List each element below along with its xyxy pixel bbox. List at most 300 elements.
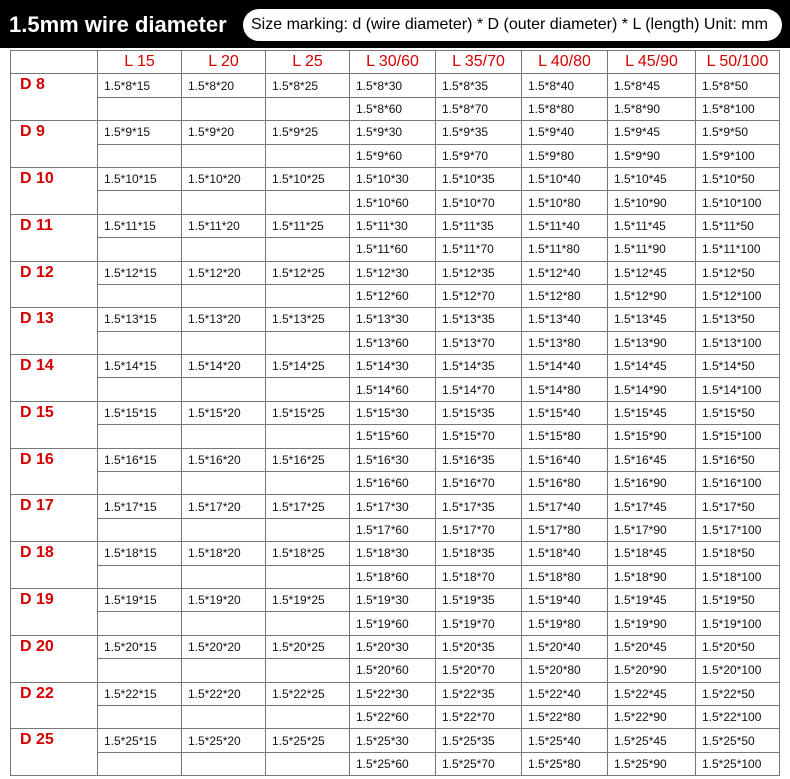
- size-cell: 1.5*25*60: [350, 752, 436, 775]
- size-cell: 1.5*25*50: [696, 729, 780, 752]
- size-cell: 1.5*8*30: [350, 74, 436, 97]
- size-cell: 1.5*9*50: [696, 121, 780, 144]
- size-cell: 1.5*10*20: [182, 167, 266, 190]
- size-cell: 1.5*14*80: [522, 378, 608, 401]
- table-row: [11, 378, 780, 401]
- table-row: [11, 238, 780, 261]
- size-cell: 1.5*12*30: [350, 261, 436, 284]
- empty-cell: [98, 425, 182, 448]
- size-cell: 1.5*11*40: [522, 214, 608, 237]
- size-cell: 1.5*20*60: [350, 659, 436, 682]
- size-cell: 1.5*25*25: [266, 729, 350, 752]
- size-cell: 1.5*16*50: [696, 448, 780, 471]
- size-cell: 1.5*20*70: [436, 659, 522, 682]
- table-row: [11, 261, 780, 284]
- size-cell: 1.5*9*45: [608, 121, 696, 144]
- empty-cell: [98, 659, 182, 682]
- table-row: [11, 425, 780, 448]
- size-cell: 1.5*17*60: [350, 518, 436, 541]
- size-cell: 1.5*25*15: [98, 729, 182, 752]
- size-cell: 1.5*22*90: [608, 705, 696, 728]
- size-cell: 1.5*11*50: [696, 214, 780, 237]
- size-cell: 1.5*12*45: [608, 261, 696, 284]
- size-cell: 1.5*8*15: [98, 74, 182, 97]
- size-cell: 1.5*19*15: [98, 588, 182, 611]
- empty-cell: [182, 659, 266, 682]
- outer-diameter-label: D 15: [11, 401, 98, 448]
- size-cell: 1.5*20*40: [522, 635, 608, 658]
- table-row: [11, 167, 780, 190]
- size-cell: 1.5*9*80: [522, 144, 608, 167]
- empty-cell: [98, 518, 182, 541]
- size-cell: 1.5*18*70: [436, 565, 522, 588]
- size-cell: 1.5*14*70: [436, 378, 522, 401]
- empty-cell: [98, 378, 182, 401]
- size-cell: 1.5*17*30: [350, 495, 436, 518]
- size-cell: 1.5*14*50: [696, 355, 780, 378]
- size-cell: 1.5*13*30: [350, 308, 436, 331]
- size-cell: 1.5*14*60: [350, 378, 436, 401]
- size-cell: 1.5*9*90: [608, 144, 696, 167]
- table-row: [11, 401, 780, 424]
- empty-cell: [266, 752, 350, 775]
- size-cell: 1.5*20*30: [350, 635, 436, 658]
- size-cell: 1.5*19*70: [436, 612, 522, 635]
- empty-cell: [266, 191, 350, 214]
- size-cell: 1.5*14*100: [696, 378, 780, 401]
- size-cell: 1.5*16*30: [350, 448, 436, 471]
- size-cell: 1.5*19*90: [608, 612, 696, 635]
- empty-cell: [182, 284, 266, 307]
- size-cell: 1.5*17*80: [522, 518, 608, 541]
- size-cell: 1.5*14*30: [350, 355, 436, 378]
- empty-cell: [266, 425, 350, 448]
- size-cell: 1.5*22*25: [266, 682, 350, 705]
- outer-diameter-label: D 11: [11, 214, 98, 261]
- size-cell: 1.5*13*20: [182, 308, 266, 331]
- size-cell: 1.5*19*35: [436, 588, 522, 611]
- table-row: [11, 752, 780, 775]
- empty-cell: [182, 705, 266, 728]
- size-cell: 1.5*12*25: [266, 261, 350, 284]
- size-cell: 1.5*10*35: [436, 167, 522, 190]
- size-cell: 1.5*12*20: [182, 261, 266, 284]
- empty-cell: [266, 331, 350, 354]
- size-cell: 1.5*18*30: [350, 542, 436, 565]
- empty-cell: [98, 331, 182, 354]
- size-cell: 1.5*15*100: [696, 425, 780, 448]
- size-cell: 1.5*19*25: [266, 588, 350, 611]
- size-cell: 1.5*18*20: [182, 542, 266, 565]
- size-cell: 1.5*25*20: [182, 729, 266, 752]
- page-title: 1.5mm wire diameter: [9, 12, 227, 37]
- table-row: [11, 355, 780, 378]
- empty-cell: [182, 565, 266, 588]
- table-row: [11, 74, 780, 97]
- empty-cell: [182, 425, 266, 448]
- size-cell: 1.5*17*45: [608, 495, 696, 518]
- table-row: [11, 97, 780, 120]
- size-cell: 1.5*25*45: [608, 729, 696, 752]
- size-cell: 1.5*14*40: [522, 355, 608, 378]
- size-cell: 1.5*22*100: [696, 705, 780, 728]
- size-cell: 1.5*19*30: [350, 588, 436, 611]
- size-cell: 1.5*12*60: [350, 284, 436, 307]
- size-marking-pill: [243, 9, 782, 41]
- size-cell: 1.5*17*50: [696, 495, 780, 518]
- size-cell: 1.5*12*35: [436, 261, 522, 284]
- size-cell: 1.5*22*60: [350, 705, 436, 728]
- outer-diameter-label: D 10: [11, 167, 98, 214]
- size-cell: 1.5*18*90: [608, 565, 696, 588]
- size-cell: 1.5*20*45: [608, 635, 696, 658]
- size-cell: 1.5*13*70: [436, 331, 522, 354]
- empty-cell: [98, 612, 182, 635]
- size-marking-note: Size marking: d (wire diameter) * D (outer diameter) * L (length) Unit: mm: [251, 16, 768, 33]
- empty-cell: [266, 238, 350, 261]
- size-cell: 1.5*15*25: [266, 401, 350, 424]
- size-cell: 1.5*15*90: [608, 425, 696, 448]
- table-row: [11, 612, 780, 635]
- size-cell: 1.5*13*40: [522, 308, 608, 331]
- size-cell: 1.5*17*100: [696, 518, 780, 541]
- size-cell: 1.5*17*70: [436, 518, 522, 541]
- column-header: L 45/90: [608, 51, 696, 74]
- column-header: L 40/80: [522, 51, 608, 74]
- empty-cell: [182, 612, 266, 635]
- size-cell: 1.5*19*40: [522, 588, 608, 611]
- table-row: [11, 144, 780, 167]
- empty-cell: [182, 97, 266, 120]
- size-cell: 1.5*22*20: [182, 682, 266, 705]
- table-row: [11, 495, 780, 518]
- size-cell: 1.5*22*35: [436, 682, 522, 705]
- size-cell: 1.5*15*40: [522, 401, 608, 424]
- size-cell: 1.5*22*45: [608, 682, 696, 705]
- empty-cell: [266, 472, 350, 495]
- size-cell: 1.5*8*25: [266, 74, 350, 97]
- table-row: [11, 588, 780, 611]
- size-cell: 1.5*16*20: [182, 448, 266, 471]
- size-cell: 1.5*16*90: [608, 472, 696, 495]
- table-row: [11, 448, 780, 471]
- size-cell: 1.5*12*100: [696, 284, 780, 307]
- size-cell: 1.5*16*100: [696, 472, 780, 495]
- size-cell: 1.5*11*100: [696, 238, 780, 261]
- size-cell: 1.5*10*90: [608, 191, 696, 214]
- size-cell: 1.5*25*80: [522, 752, 608, 775]
- size-cell: 1.5*11*90: [608, 238, 696, 261]
- outer-diameter-label: D 22: [11, 682, 98, 729]
- size-cell: 1.5*9*70: [436, 144, 522, 167]
- size-cell: 1.5*17*20: [182, 495, 266, 518]
- empty-cell: [182, 378, 266, 401]
- size-cell: 1.5*9*40: [522, 121, 608, 144]
- size-cell: 1.5*16*35: [436, 448, 522, 471]
- size-cell: 1.5*11*60: [350, 238, 436, 261]
- table-row: [11, 331, 780, 354]
- size-cell: 1.5*14*20: [182, 355, 266, 378]
- size-cell: 1.5*20*90: [608, 659, 696, 682]
- size-cell: 1.5*17*40: [522, 495, 608, 518]
- size-cell: 1.5*19*60: [350, 612, 436, 635]
- size-cell: 1.5*15*15: [98, 401, 182, 424]
- empty-cell: [98, 238, 182, 261]
- outer-diameter-label: D 12: [11, 261, 98, 308]
- size-cell: 1.5*9*30: [350, 121, 436, 144]
- table-row: [11, 635, 780, 658]
- size-cell: 1.5*15*70: [436, 425, 522, 448]
- size-cell: 1.5*13*15: [98, 308, 182, 331]
- outer-diameter-label: D 9: [11, 121, 98, 168]
- empty-cell: [182, 331, 266, 354]
- column-header: L 50/100: [696, 51, 780, 74]
- empty-cell: [266, 705, 350, 728]
- table-row: [11, 121, 780, 144]
- size-cell: 1.5*15*35: [436, 401, 522, 424]
- size-cell: 1.5*11*15: [98, 214, 182, 237]
- empty-cell: [98, 284, 182, 307]
- empty-cell: [182, 144, 266, 167]
- size-cell: 1.5*22*30: [350, 682, 436, 705]
- size-cell: 1.5*20*25: [266, 635, 350, 658]
- size-cell: 1.5*20*35: [436, 635, 522, 658]
- table-row: [11, 659, 780, 682]
- size-cell: 1.5*15*45: [608, 401, 696, 424]
- table-row: [11, 284, 780, 307]
- empty-cell: [266, 378, 350, 401]
- size-cell: 1.5*18*25: [266, 542, 350, 565]
- size-cell: 1.5*18*100: [696, 565, 780, 588]
- empty-cell: [266, 659, 350, 682]
- size-cell: 1.5*16*15: [98, 448, 182, 471]
- size-cell: 1.5*19*50: [696, 588, 780, 611]
- size-cell: 1.5*22*80: [522, 705, 608, 728]
- table-row: [11, 565, 780, 588]
- size-cell: 1.5*20*100: [696, 659, 780, 682]
- size-cell: 1.5*13*25: [266, 308, 350, 331]
- size-cell: 1.5*17*15: [98, 495, 182, 518]
- outer-diameter-label: D 16: [11, 448, 98, 495]
- outer-diameter-label: D 25: [11, 729, 98, 776]
- empty-cell: [266, 518, 350, 541]
- size-cell: 1.5*16*25: [266, 448, 350, 471]
- size-cell: 1.5*8*70: [436, 97, 522, 120]
- size-cell: 1.5*18*35: [436, 542, 522, 565]
- size-cell: 1.5*20*80: [522, 659, 608, 682]
- size-cell: 1.5*10*80: [522, 191, 608, 214]
- size-cell: 1.5*10*15: [98, 167, 182, 190]
- size-cell: 1.5*12*90: [608, 284, 696, 307]
- empty-cell: [182, 191, 266, 214]
- size-cell: 1.5*14*25: [266, 355, 350, 378]
- size-cell: 1.5*11*20: [182, 214, 266, 237]
- empty-cell: [182, 752, 266, 775]
- empty-cell: [98, 472, 182, 495]
- size-cell: 1.5*22*50: [696, 682, 780, 705]
- size-cell: 1.5*10*60: [350, 191, 436, 214]
- size-cell: 1.5*11*35: [436, 214, 522, 237]
- size-cell: 1.5*15*60: [350, 425, 436, 448]
- size-cell: 1.5*18*45: [608, 542, 696, 565]
- size-cell: 1.5*20*20: [182, 635, 266, 658]
- size-cell: 1.5*16*45: [608, 448, 696, 471]
- header-row: [11, 51, 780, 74]
- size-cell: 1.5*18*80: [522, 565, 608, 588]
- column-header: L 30/60: [350, 51, 436, 74]
- size-cell: 1.5*11*70: [436, 238, 522, 261]
- size-cell: 1.5*11*30: [350, 214, 436, 237]
- size-cell: 1.5*8*45: [608, 74, 696, 97]
- size-cell: 1.5*9*35: [436, 121, 522, 144]
- size-cell: 1.5*8*50: [696, 74, 780, 97]
- size-cell: 1.5*15*50: [696, 401, 780, 424]
- size-cell: 1.5*13*100: [696, 331, 780, 354]
- size-cell: 1.5*13*45: [608, 308, 696, 331]
- size-cell: 1.5*8*80: [522, 97, 608, 120]
- table-row: [11, 308, 780, 331]
- size-cell: 1.5*10*45: [608, 167, 696, 190]
- table-row: [11, 542, 780, 565]
- size-cell: 1.5*13*90: [608, 331, 696, 354]
- size-cell: 1.5*10*25: [266, 167, 350, 190]
- size-cell: 1.5*8*60: [350, 97, 436, 120]
- size-cell: 1.5*14*35: [436, 355, 522, 378]
- size-cell: 1.5*17*90: [608, 518, 696, 541]
- size-cell: 1.5*17*25: [266, 495, 350, 518]
- table-row: [11, 682, 780, 705]
- size-cell: 1.5*20*50: [696, 635, 780, 658]
- header-bar: [0, 0, 790, 48]
- outer-diameter-label: D 17: [11, 495, 98, 542]
- size-cell: 1.5*15*80: [522, 425, 608, 448]
- size-cell: 1.5*16*60: [350, 472, 436, 495]
- corner-cell: [11, 51, 98, 74]
- size-cell: 1.5*10*50: [696, 167, 780, 190]
- size-cell: 1.5*22*70: [436, 705, 522, 728]
- size-cell: 1.5*8*35: [436, 74, 522, 97]
- size-cell: 1.5*16*70: [436, 472, 522, 495]
- size-cell: 1.5*15*20: [182, 401, 266, 424]
- size-cell: 1.5*25*100: [696, 752, 780, 775]
- empty-cell: [266, 144, 350, 167]
- size-cell: 1.5*9*20: [182, 121, 266, 144]
- size-cell: 1.5*25*35: [436, 729, 522, 752]
- size-cell: 1.5*22*40: [522, 682, 608, 705]
- size-cell: 1.5*25*70: [436, 752, 522, 775]
- size-cell: 1.5*25*40: [522, 729, 608, 752]
- empty-cell: [182, 238, 266, 261]
- column-header: L 15: [98, 51, 182, 74]
- size-cell: 1.5*11*25: [266, 214, 350, 237]
- empty-cell: [182, 472, 266, 495]
- size-cell: 1.5*18*50: [696, 542, 780, 565]
- size-cell: 1.5*19*80: [522, 612, 608, 635]
- column-header: L 20: [182, 51, 266, 74]
- outer-diameter-label: D 13: [11, 308, 98, 355]
- size-table: [10, 50, 780, 776]
- size-cell: 1.5*12*50: [696, 261, 780, 284]
- empty-cell: [98, 705, 182, 728]
- size-cell: 1.5*19*20: [182, 588, 266, 611]
- empty-cell: [98, 97, 182, 120]
- size-cell: 1.5*19*45: [608, 588, 696, 611]
- size-cell: 1.5*13*80: [522, 331, 608, 354]
- size-cell: 1.5*13*35: [436, 308, 522, 331]
- size-cell: 1.5*8*90: [608, 97, 696, 120]
- size-cell: 1.5*11*45: [608, 214, 696, 237]
- size-cell: 1.5*14*90: [608, 378, 696, 401]
- size-cell: 1.5*10*40: [522, 167, 608, 190]
- size-cell: 1.5*20*15: [98, 635, 182, 658]
- column-header: L 35/70: [436, 51, 522, 74]
- size-cell: 1.5*12*40: [522, 261, 608, 284]
- size-cell: 1.5*9*15: [98, 121, 182, 144]
- size-cell: 1.5*25*30: [350, 729, 436, 752]
- size-cell: 1.5*18*40: [522, 542, 608, 565]
- outer-diameter-label: D 14: [11, 355, 98, 402]
- table-row: [11, 705, 780, 728]
- size-cell: 1.5*14*15: [98, 355, 182, 378]
- size-cell: 1.5*8*20: [182, 74, 266, 97]
- empty-cell: [266, 612, 350, 635]
- size-cell: 1.5*13*60: [350, 331, 436, 354]
- size-cell: 1.5*17*35: [436, 495, 522, 518]
- size-cell: 1.5*12*80: [522, 284, 608, 307]
- size-cell: 1.5*8*40: [522, 74, 608, 97]
- size-cell: 1.5*11*80: [522, 238, 608, 261]
- empty-cell: [182, 518, 266, 541]
- size-cell: 1.5*16*40: [522, 448, 608, 471]
- empty-cell: [266, 97, 350, 120]
- table-row: [11, 472, 780, 495]
- size-cell: 1.5*9*60: [350, 144, 436, 167]
- size-cell: 1.5*14*45: [608, 355, 696, 378]
- table-row: [11, 214, 780, 237]
- size-cell: 1.5*10*100: [696, 191, 780, 214]
- size-cell: 1.5*18*60: [350, 565, 436, 588]
- empty-cell: [266, 284, 350, 307]
- outer-diameter-label: D 19: [11, 588, 98, 635]
- size-cell: 1.5*15*30: [350, 401, 436, 424]
- empty-cell: [98, 144, 182, 167]
- size-cell: 1.5*18*15: [98, 542, 182, 565]
- outer-diameter-label: D 20: [11, 635, 98, 682]
- size-cell: 1.5*22*15: [98, 682, 182, 705]
- column-header: L 25: [266, 51, 350, 74]
- size-cell: 1.5*12*15: [98, 261, 182, 284]
- size-cell: 1.5*16*80: [522, 472, 608, 495]
- outer-diameter-label: D 18: [11, 542, 98, 589]
- size-cell: 1.5*10*70: [436, 191, 522, 214]
- table-row: [11, 729, 780, 752]
- empty-cell: [98, 191, 182, 214]
- outer-diameter-label: D 8: [11, 74, 98, 121]
- size-cell: 1.5*25*90: [608, 752, 696, 775]
- size-cell: 1.5*12*70: [436, 284, 522, 307]
- table-row: [11, 191, 780, 214]
- empty-cell: [98, 565, 182, 588]
- size-cell: 1.5*10*30: [350, 167, 436, 190]
- size-cell: 1.5*9*25: [266, 121, 350, 144]
- table-row: [11, 518, 780, 541]
- empty-cell: [98, 752, 182, 775]
- size-cell: 1.5*13*50: [696, 308, 780, 331]
- size-cell: 1.5*19*100: [696, 612, 780, 635]
- size-cell: 1.5*9*100: [696, 144, 780, 167]
- size-cell: 1.5*8*100: [696, 97, 780, 120]
- empty-cell: [266, 565, 350, 588]
